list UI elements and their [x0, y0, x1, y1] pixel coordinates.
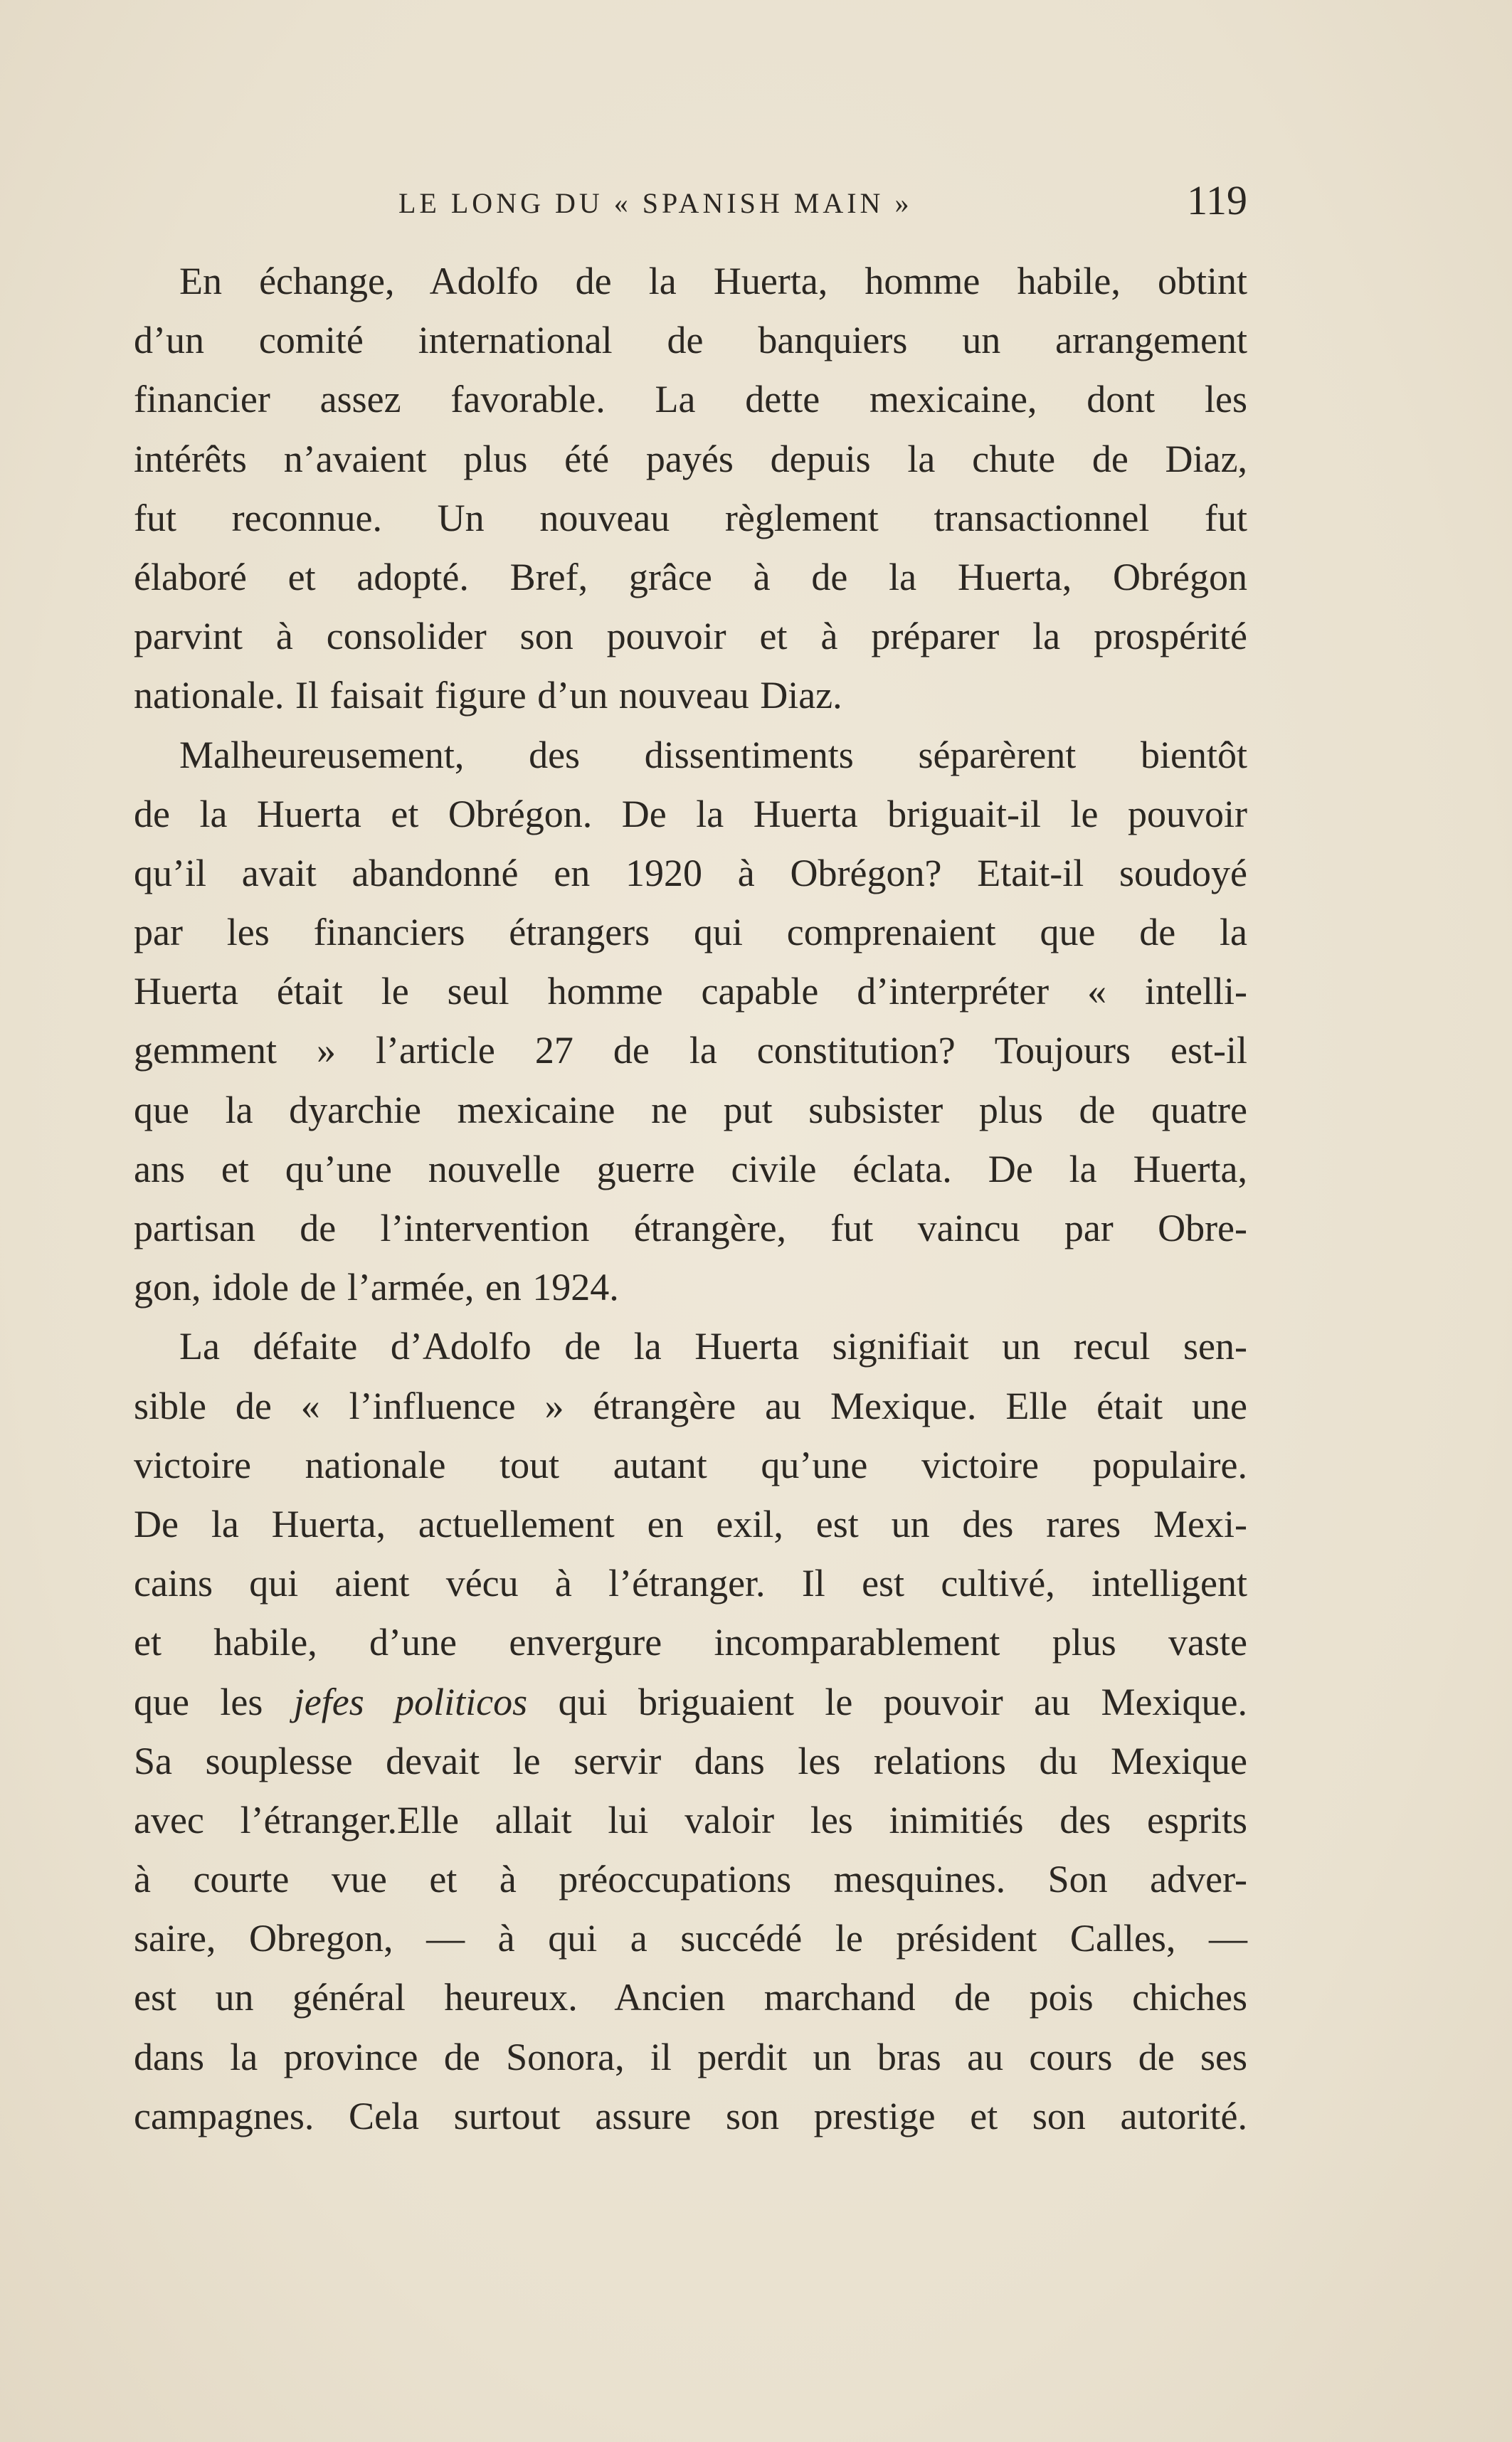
text-line: cains qui aient vécu à l’étranger. Il est cultivé, intelligent: [134, 1562, 1247, 1605]
text-line: intérêts n’avaient plus été payés depuis la chute de Diaz,: [134, 437, 1247, 480]
text-line: que la dyarchie mexicaine ne put subsister plus de quatre: [134, 1088, 1247, 1131]
text-line: victoire nationale tout autant qu’une victoire populaire.: [134, 1443, 1247, 1486]
page-header: [134, 176, 1247, 233]
text-line: par les financiers étrangers qui comprenaient que de la: [134, 911, 1247, 954]
text-line: ans et qu’une nouvelle guerre civile éclata. De la Huerta,: [134, 1147, 1247, 1190]
text-line: De la Huerta, actuellement en exil, est un des rares Mexi-: [134, 1502, 1247, 1545]
text-line: Malheureusement, des dissentiments séparèrent bientôt: [179, 733, 1247, 776]
text-line: saire, Obregon, — à qui a succédé le président Calles, —: [134, 1917, 1247, 1960]
text-line: nationale. Il faisait figure d’un nouveau Diaz.: [134, 674, 842, 717]
running-head: LE LONG DU « SPANISH MAIN »: [398, 187, 913, 219]
text-line: à courte vue et à préoccupations mesquines. Son adver-: [134, 1858, 1247, 1901]
text-line: est un général heureux. Ancien marchand de pois chiches: [134, 1976, 1247, 2019]
text-line: campagnes. Cela surtout assure son prestige et son autorité.: [134, 2094, 1247, 2137]
text-line: élaboré et adopté. Bref, grâce à de la Huerta, Obrégon: [134, 555, 1247, 598]
text-line: Huerta était le seul homme capable d’interpréter « intelli-: [134, 970, 1247, 1013]
page-number: 119: [1187, 177, 1247, 223]
text-line: parvint à consolider son pouvoir et à préparer la prospérité: [134, 615, 1247, 658]
body-text: [134, 252, 1247, 2146]
text-line: gemment » l’article 27 de la constitution? Toujours est-il: [134, 1029, 1247, 1072]
text-line: qu’il avait abandonné en 1920 à Obrégon? Etait-il soudoyé: [134, 851, 1247, 894]
text-line: Sa souplesse devait le servir dans les relations du Mexique: [134, 1739, 1247, 1782]
text-line: financier assez favorable. La dette mexicaine, dont les: [134, 378, 1247, 421]
text-fragment: que les: [134, 1680, 294, 1723]
text-fragment: qui briguaient le pouvoir au Mexique.: [527, 1680, 1247, 1723]
text-line-with-italic: [134, 1673, 1247, 1732]
italic-phrase: jefes politicos: [293, 1680, 528, 1723]
text-line: d’un comité international de banquiers un arrangement: [134, 319, 1247, 362]
text-line: En échange, Adolfo de la Huerta, homme habile, obtint: [179, 260, 1247, 302]
text-line: dans la province de Sonora, il perdit un bras au cours de ses: [134, 2035, 1247, 2078]
text-line: La défaite d’Adolfo de la Huerta signifiait un recul sen-: [179, 1325, 1247, 1368]
text-line: partisan de l’intervention étrangère, fut vaincu par Obre-: [134, 1207, 1247, 1249]
text-line: avec l’étranger.Elle allait lui valoir les inimitiés des esprits: [134, 1798, 1247, 1841]
text-line: sible de « l’influence » étrangère au Mexique. Elle était une: [134, 1384, 1247, 1427]
text-line: et habile, d’une envergure incomparablement plus vaste: [134, 1621, 1247, 1664]
text-line: de la Huerta et Obrégon. De la Huerta briguait-il le pouvoir: [134, 792, 1247, 835]
text-line: fut reconnue. Un nouveau règlement transactionnel fut: [134, 496, 1247, 539]
text-line: gon, idole de l’armée, en 1924.: [134, 1266, 619, 1309]
